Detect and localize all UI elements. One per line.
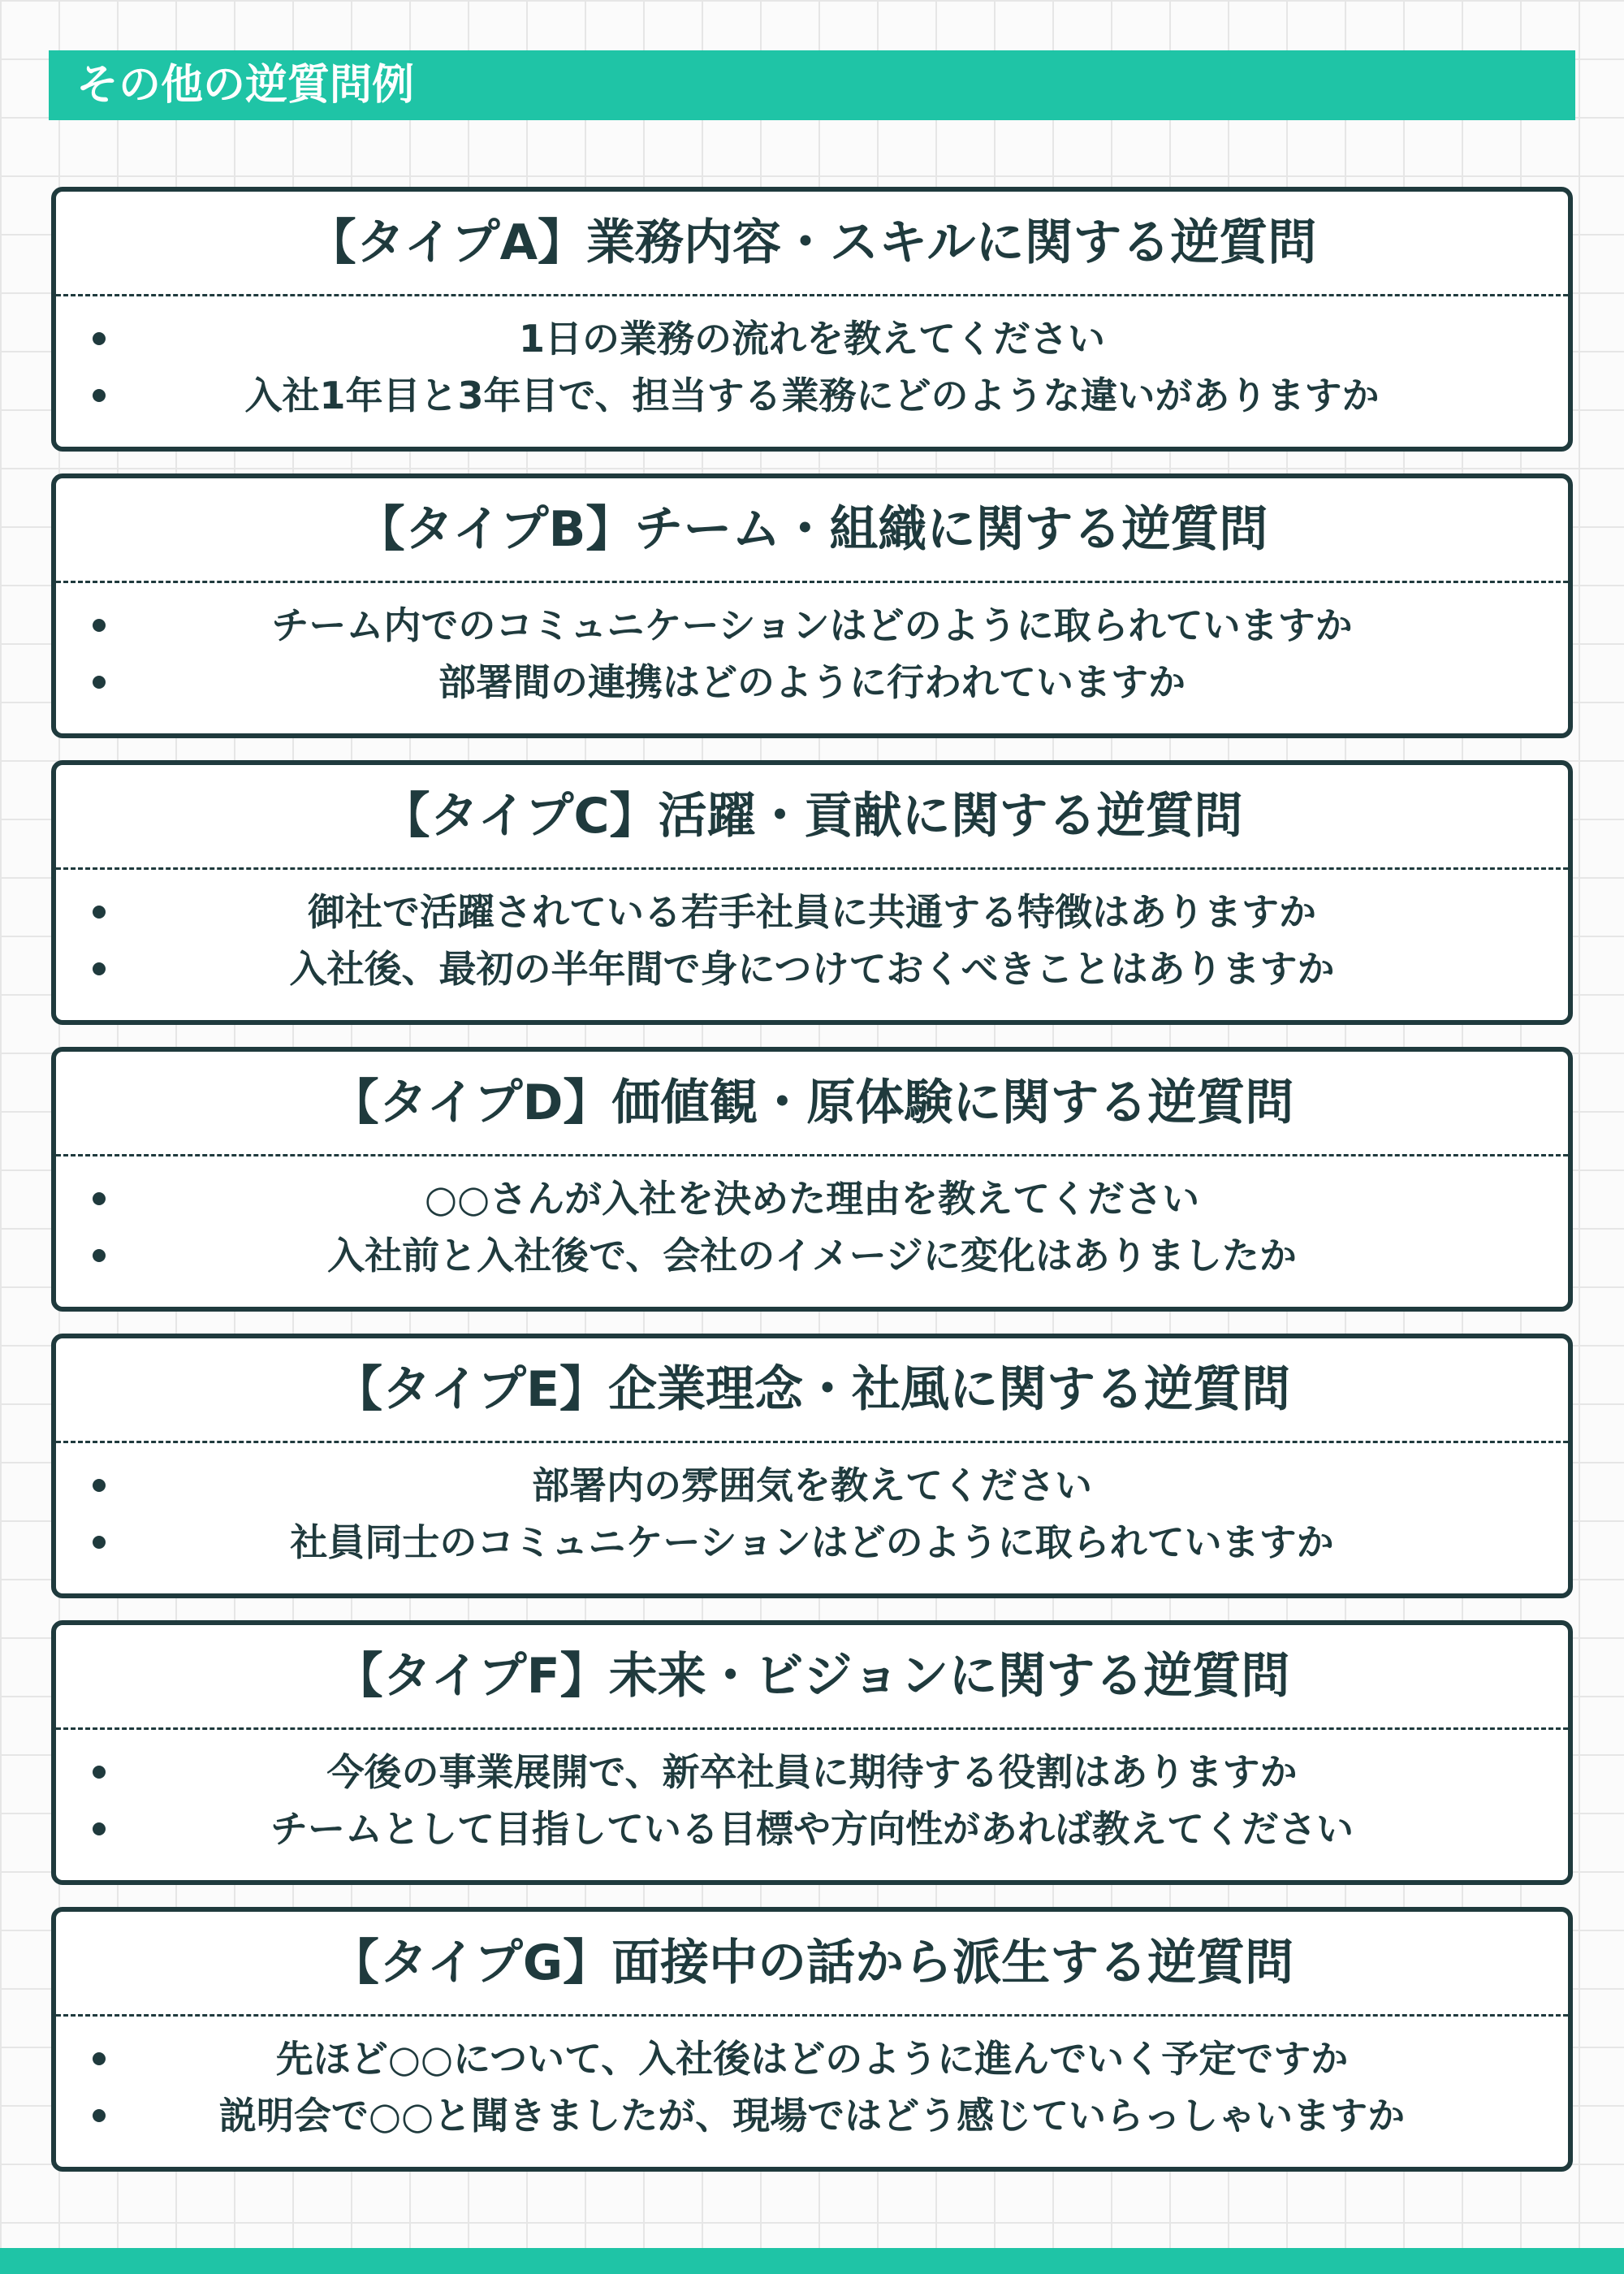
bullet-icon (93, 906, 106, 919)
question-card-type-d (51, 1047, 1573, 1312)
question-item (56, 654, 1568, 711)
question-item (56, 1227, 1568, 1284)
question-text: 社員同士のコミュニケーションはどのように取られていますか (290, 1520, 1334, 1564)
question-card-list (51, 187, 1573, 2194)
card-title: 【タイプD】価値観・原体験に関する逆質問 (330, 1074, 1294, 1131)
header-bar (49, 50, 1575, 120)
dashed-divider (56, 867, 1568, 870)
bullet-icon (93, 1479, 106, 1492)
bullet-icon (93, 962, 106, 975)
card-title: 【タイプE】企業理念・社風に関する逆質問 (334, 1361, 1290, 1418)
question-text: 1日の業務の流れを教えてください (518, 317, 1105, 361)
question-list (56, 310, 1568, 424)
question-item (56, 940, 1568, 997)
question-text: 御社で活躍されている若手社員に共通する特徴はありますか (308, 890, 1316, 934)
question-card-type-b (51, 473, 1573, 738)
question-text: 入社1年目と3年目で、担当する業務にどのような違いがありますか (244, 374, 1380, 417)
question-text: 入社後、最初の半年間で身につけておくべきことはありますか (289, 947, 1335, 991)
question-item (56, 310, 1568, 367)
question-text: 説明会で○○と聞きましたが、現場ではどう感じていらっしゃいますか (218, 2094, 1406, 2138)
bullet-icon (93, 332, 106, 345)
bullet-icon (93, 1192, 106, 1205)
bullet-icon (93, 1536, 106, 1549)
dashed-divider (56, 581, 1568, 583)
question-text: チームとして目指している目標や方向性があれば教えてください (270, 1807, 1354, 1851)
card-title: 【タイプB】チーム・組織に関する逆質問 (356, 501, 1268, 558)
question-list (56, 1170, 1568, 1284)
question-item (56, 597, 1568, 654)
card-title: 【タイプA】業務内容・スキルに関する逆質問 (307, 214, 1317, 271)
question-item (56, 1514, 1568, 1571)
dashed-divider (56, 1727, 1568, 1730)
bullet-icon (93, 389, 106, 402)
question-list (56, 884, 1568, 997)
footer-bar (0, 2248, 1624, 2274)
question-text: ○○さんが入社を決めた理由を教えてください (424, 1177, 1200, 1221)
question-item (56, 367, 1568, 424)
question-list (56, 597, 1568, 711)
bullet-icon (93, 2052, 106, 2065)
bullet-icon (93, 1822, 106, 1835)
dashed-divider (56, 1154, 1568, 1156)
question-item (56, 2030, 1568, 2087)
bullet-icon (93, 1249, 106, 1262)
bullet-icon (93, 2109, 106, 2122)
question-card-type-f (51, 1620, 1573, 1885)
question-card-type-a (51, 187, 1573, 452)
dashed-divider (56, 294, 1568, 296)
question-list (56, 1457, 1568, 1571)
question-text: 部署内の雰囲気を教えてください (532, 1463, 1092, 1507)
question-card-type-g (51, 1907, 1573, 2172)
dashed-divider (56, 2014, 1568, 2017)
question-text: 先ほど○○について、入社後はどのように進んでいく予定ですか (275, 2037, 1349, 2081)
question-text: 部署間の連携はどのように行われていますか (438, 660, 1186, 704)
question-card-type-e (51, 1334, 1573, 1598)
bullet-icon (93, 619, 106, 632)
card-title: 【タイプG】面接中の話から派生する逆質問 (330, 1935, 1294, 1991)
card-title: 【タイプC】活躍・貢献に関する逆質問 (381, 788, 1243, 845)
question-text: 入社前と入社後で、会社のイメージに変化はありましたか (327, 1234, 1297, 1278)
page-title: その他の逆質問例 (76, 61, 415, 110)
question-item (56, 1457, 1568, 1514)
question-item (56, 2087, 1568, 2144)
question-list (56, 1744, 1568, 1857)
dashed-divider (56, 1441, 1568, 1443)
question-text: チーム内でのコミュニケーションはどのように取られていますか (271, 603, 1353, 647)
card-title: 【タイプF】未来・ビジョンに関する逆質問 (334, 1648, 1290, 1705)
bullet-icon (93, 676, 106, 689)
question-item (56, 1170, 1568, 1227)
question-item (56, 1744, 1568, 1801)
bullet-icon (93, 1766, 106, 1779)
question-item (56, 1801, 1568, 1857)
question-item (56, 884, 1568, 940)
question-list (56, 2030, 1568, 2144)
question-card-type-c (51, 760, 1573, 1025)
question-text: 今後の事業展開で、新卒社員に期待する役割はありますか (326, 1750, 1298, 1794)
